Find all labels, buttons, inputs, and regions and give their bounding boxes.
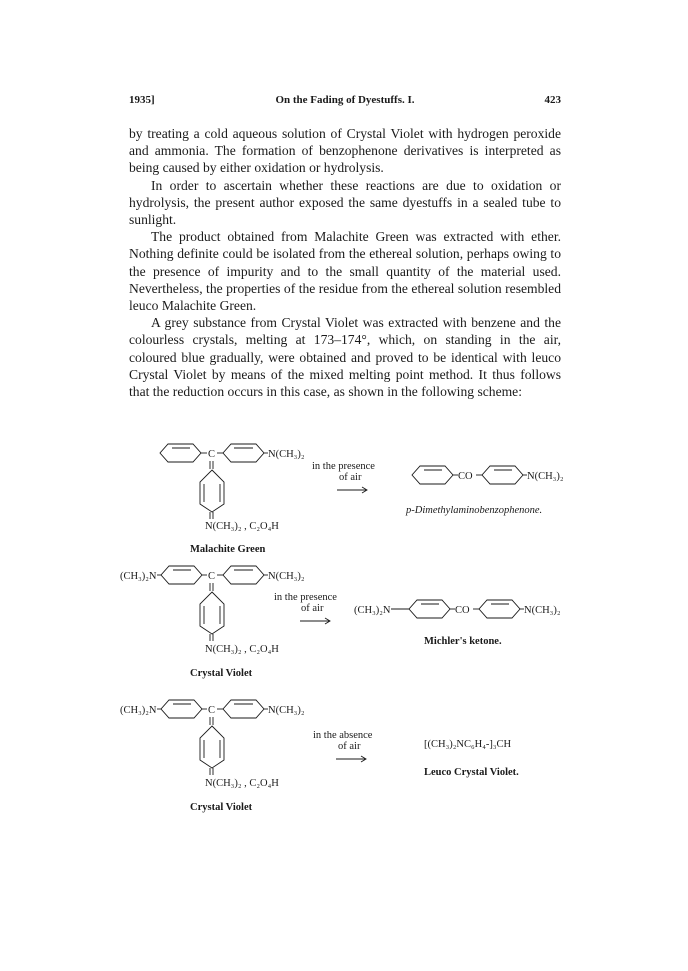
product-name: p-Dimethylaminobenzophenone. — [406, 505, 543, 516]
benzene-ring — [160, 444, 201, 462]
scheme-crystal-violet-air — [120, 566, 561, 679]
carbonyl: CO — [455, 605, 470, 616]
central-carbon: C — [208, 705, 216, 716]
dimethylamino-group: (CH₃)₂N — [120, 705, 157, 716]
quinoid-ring — [200, 470, 224, 512]
dimethylamino-group: (CH₃)₂N — [354, 605, 391, 616]
central-carbon: C — [208, 449, 216, 460]
scheme-crystal-violet-no-air — [120, 700, 519, 813]
dimethylamino-group: N(CH₃)₂ — [524, 605, 561, 616]
compound-name: Crystal Violet — [190, 668, 253, 679]
dimethylamino-group: N(CH₃)₂ — [268, 705, 305, 716]
dimethylamino-group: N(CH₃)₂ — [268, 449, 305, 460]
scheme-malachite-green — [160, 444, 564, 555]
benzene-ring — [479, 600, 520, 618]
paragraph: A grey substance from Crystal Violet was extracted with benzene and the colourless crystals, melting at 173–174°, which, on standing in the air, coloured blue gradually, were obtained and proved to be identical with leuco Crystal Violet by means of the mixed melting point method. It thus follows that the reduction occurs in this case, as shown in the following scheme: — [129, 315, 561, 400]
counter-ion: N(CH₃)₂ , C₂O₄H — [205, 778, 279, 789]
counter-ion: N(CH₃)₂ , C₂O₄H — [205, 644, 279, 655]
dimethylamino-group: N(CH₃)₂ — [527, 471, 564, 482]
benzene-ring — [412, 466, 453, 484]
compound-name: Malachite Green — [190, 544, 266, 555]
counter-ion: N(CH₃)₂ , C₂O₄H — [205, 521, 279, 532]
condition: of air — [338, 741, 361, 752]
condition: in the presence — [274, 592, 337, 603]
product-name: Michler's ketone. — [424, 636, 502, 647]
central-carbon: C — [208, 571, 216, 582]
dimethylamino-group: N(CH₃)₂ — [268, 571, 305, 582]
dimethylamino-group: (CH₃)₂N — [120, 571, 157, 582]
benzene-ring — [223, 566, 264, 584]
benzene-ring — [223, 444, 264, 462]
benzene-ring — [409, 600, 450, 618]
benzene-ring — [161, 566, 202, 584]
quinoid-ring — [200, 726, 224, 768]
product-name: Leuco Crystal Violet. — [424, 767, 519, 778]
benzene-ring — [482, 466, 523, 484]
leuco-formula: [(CH₃)₂NC₆H₄-]₃CH — [424, 739, 512, 750]
paragraph: by treating a cold aqueous solution of Crystal Violet with hydrogen peroxide and ammonia. The formation of benzophenone derivatives is interpreted as being caused by either oxidation or hydrolysis. — [129, 126, 561, 176]
page-number: 423 — [544, 94, 561, 106]
carbonyl: CO — [458, 471, 473, 482]
header-year: 1935] — [129, 94, 155, 106]
condition: of air — [339, 472, 362, 483]
condition: in the absence — [313, 730, 373, 741]
benzene-ring — [161, 700, 202, 718]
condition: of air — [301, 603, 324, 614]
header-title: On the Fading of Dyestuffs. I. — [275, 94, 415, 106]
quinoid-ring — [200, 592, 224, 634]
paragraph: The product obtained from Malachite Green was extracted with ether. Nothing definite could be isolated from the ethereal solution, perhaps owing to the presence of impurity and to the small quantity of the material used. Nevertheless, the properties of the residue from the ethereal solution resembled leuco Malachite Green. — [129, 229, 561, 314]
benzene-ring — [223, 700, 264, 718]
condition: in the presence — [312, 461, 375, 472]
paragraph: In order to ascertain whether these reactions are due to oxidation or hydrolysis, the present author exposed the same dyestuffs in a sealed tube to sunlight. — [129, 177, 561, 228]
compound-name: Crystal Violet — [190, 802, 253, 813]
